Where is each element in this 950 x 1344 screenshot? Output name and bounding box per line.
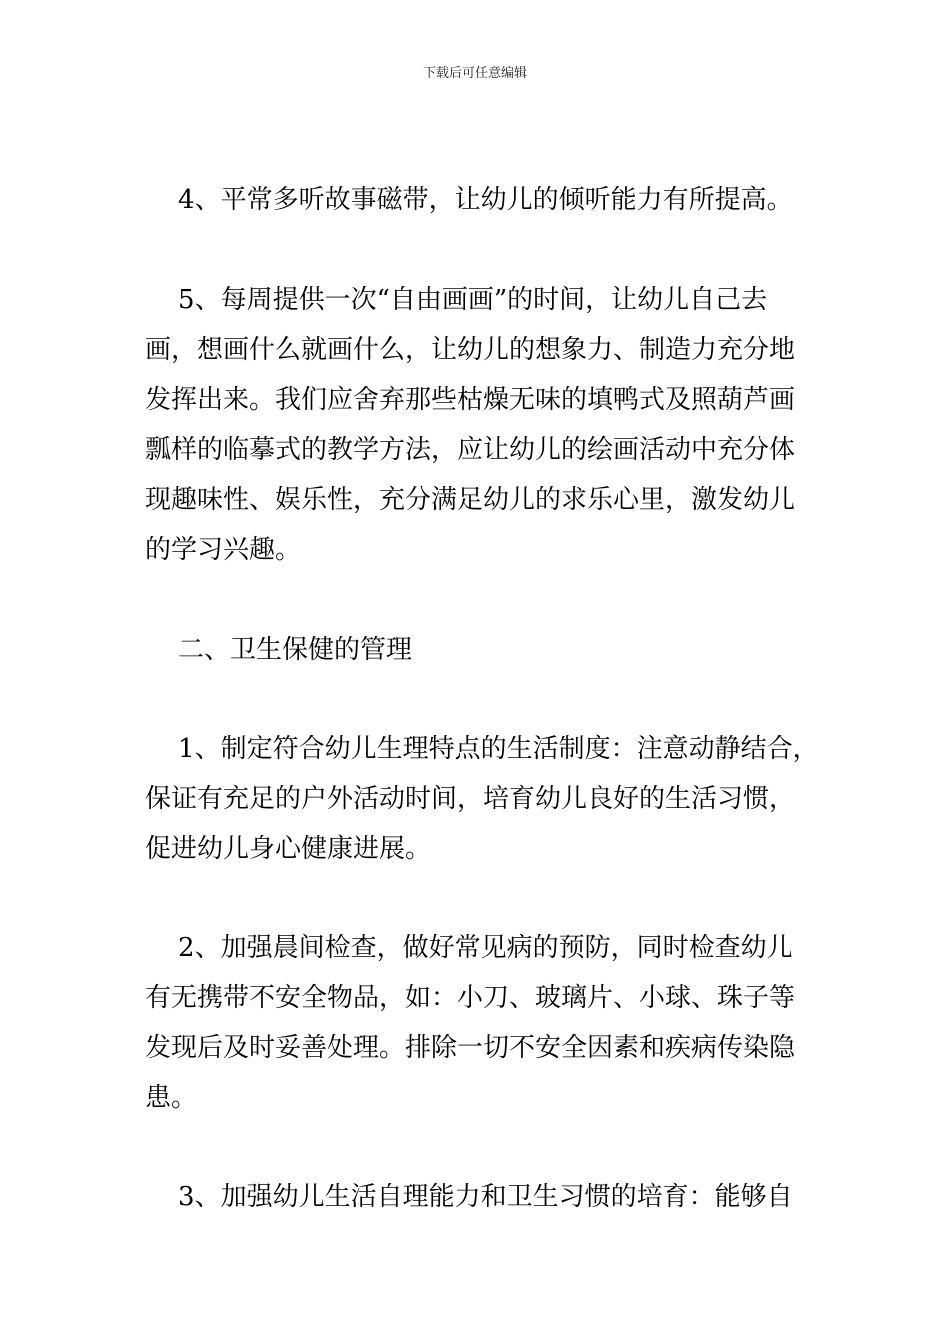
paragraph-line: 发挥出来。我们应舍弃那些枯燥无味的填鸭式及照葫芦画 <box>145 385 796 415</box>
paragraph-line: 促进幼儿身心健康进展。 <box>145 834 432 864</box>
paragraph-line: 1、制定符合幼儿生理特点的生活制度：注意动静结合， <box>145 734 819 764</box>
paragraph-line: 2、加强晨间检查，做好常见病的预防，同时检查幼儿 <box>145 933 793 963</box>
paragraph-line: 患。 <box>145 1083 198 1113</box>
section-heading: 二、卫生保健的管理 <box>145 635 413 665</box>
paragraph-line: 5、每周提供一次“自由画画”的时间，让幼儿自己去 <box>145 285 768 315</box>
paragraph-line: 现趣味性、娱乐性，充分满足幼儿的求乐心里，激发幼儿 <box>145 485 796 515</box>
paragraph-line: 有无携带不安全物品，如：小刀、玻璃片、小球、珠子等 <box>145 983 796 1013</box>
paragraph-line: 的学习兴趣。 <box>145 535 302 565</box>
paragraph-line: 画，想画什么就画什么，让幼儿的想象力、制造力充分地 <box>145 335 796 365</box>
paragraph-line: 保证有充足的户外活动时间，培育幼儿良好的生活习惯， <box>145 784 796 814</box>
header-note: 下载后可任意编辑 <box>422 66 527 81</box>
paragraph-line: 3、加强幼儿生活自理能力和卫生习惯的培育：能够自 <box>145 1182 793 1212</box>
paragraph-line: 瓢样的临摹式的教学方法，应让幼儿的绘画活动中充分体 <box>145 435 796 465</box>
paragraph-line: 发现后及时妥善处理。排除一切不安全因素和疾病传染隐 <box>145 1033 796 1063</box>
paragraph-line: 4、平常多听故事磁带，让幼儿的倾听能力有所提高。 <box>145 185 793 215</box>
